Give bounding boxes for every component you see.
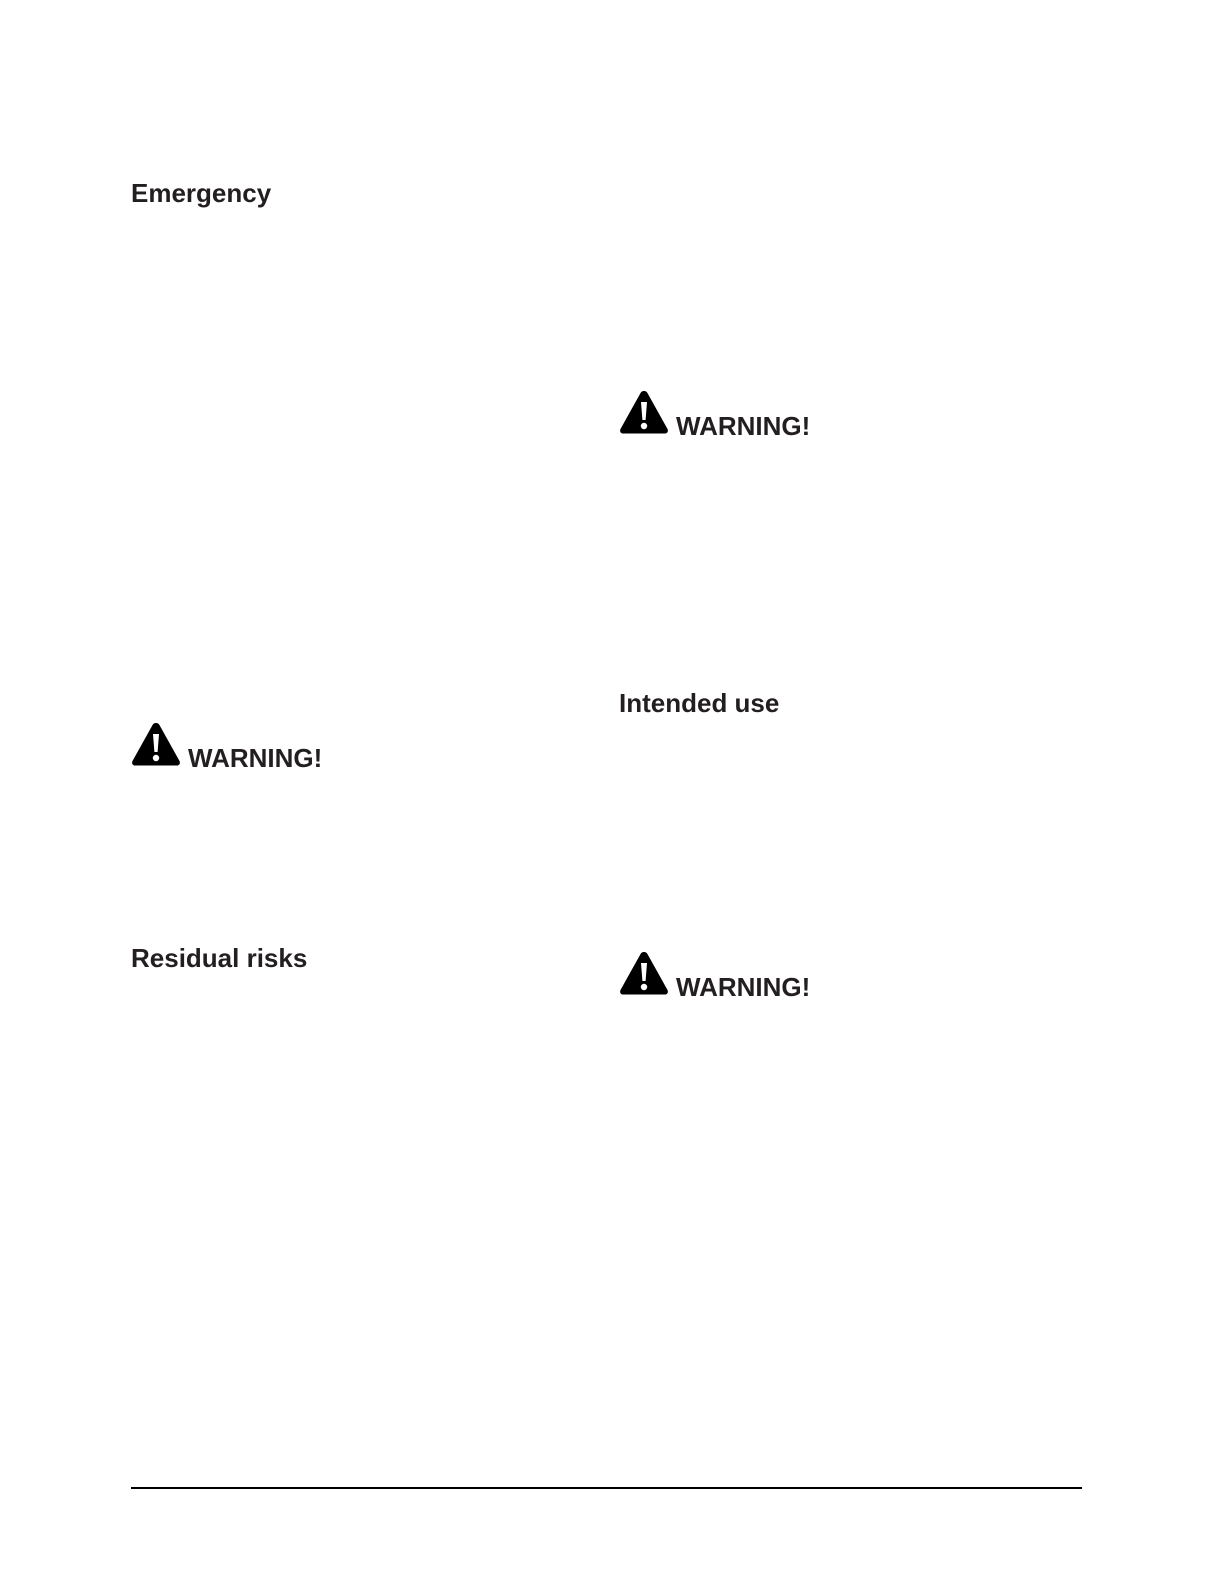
heading-emergency: Emergency	[131, 178, 272, 208]
warning-notice-right-bottom	[619, 948, 811, 1002]
heading-residual-risks: Residual risks	[131, 943, 308, 973]
warning-notice-left	[131, 719, 323, 773]
warning-triangle-icon	[619, 950, 669, 996]
footer-rule	[131, 1487, 1082, 1489]
warning-triangle-icon	[131, 721, 181, 767]
heading-intended-use: Intended use	[619, 688, 780, 718]
warning-triangle-icon	[619, 389, 669, 435]
warning-notice-right-top	[619, 387, 811, 441]
warning-label: WARNING!	[188, 743, 323, 773]
warning-label: WARNING!	[676, 411, 811, 441]
warning-label: WARNING!	[676, 972, 811, 1002]
